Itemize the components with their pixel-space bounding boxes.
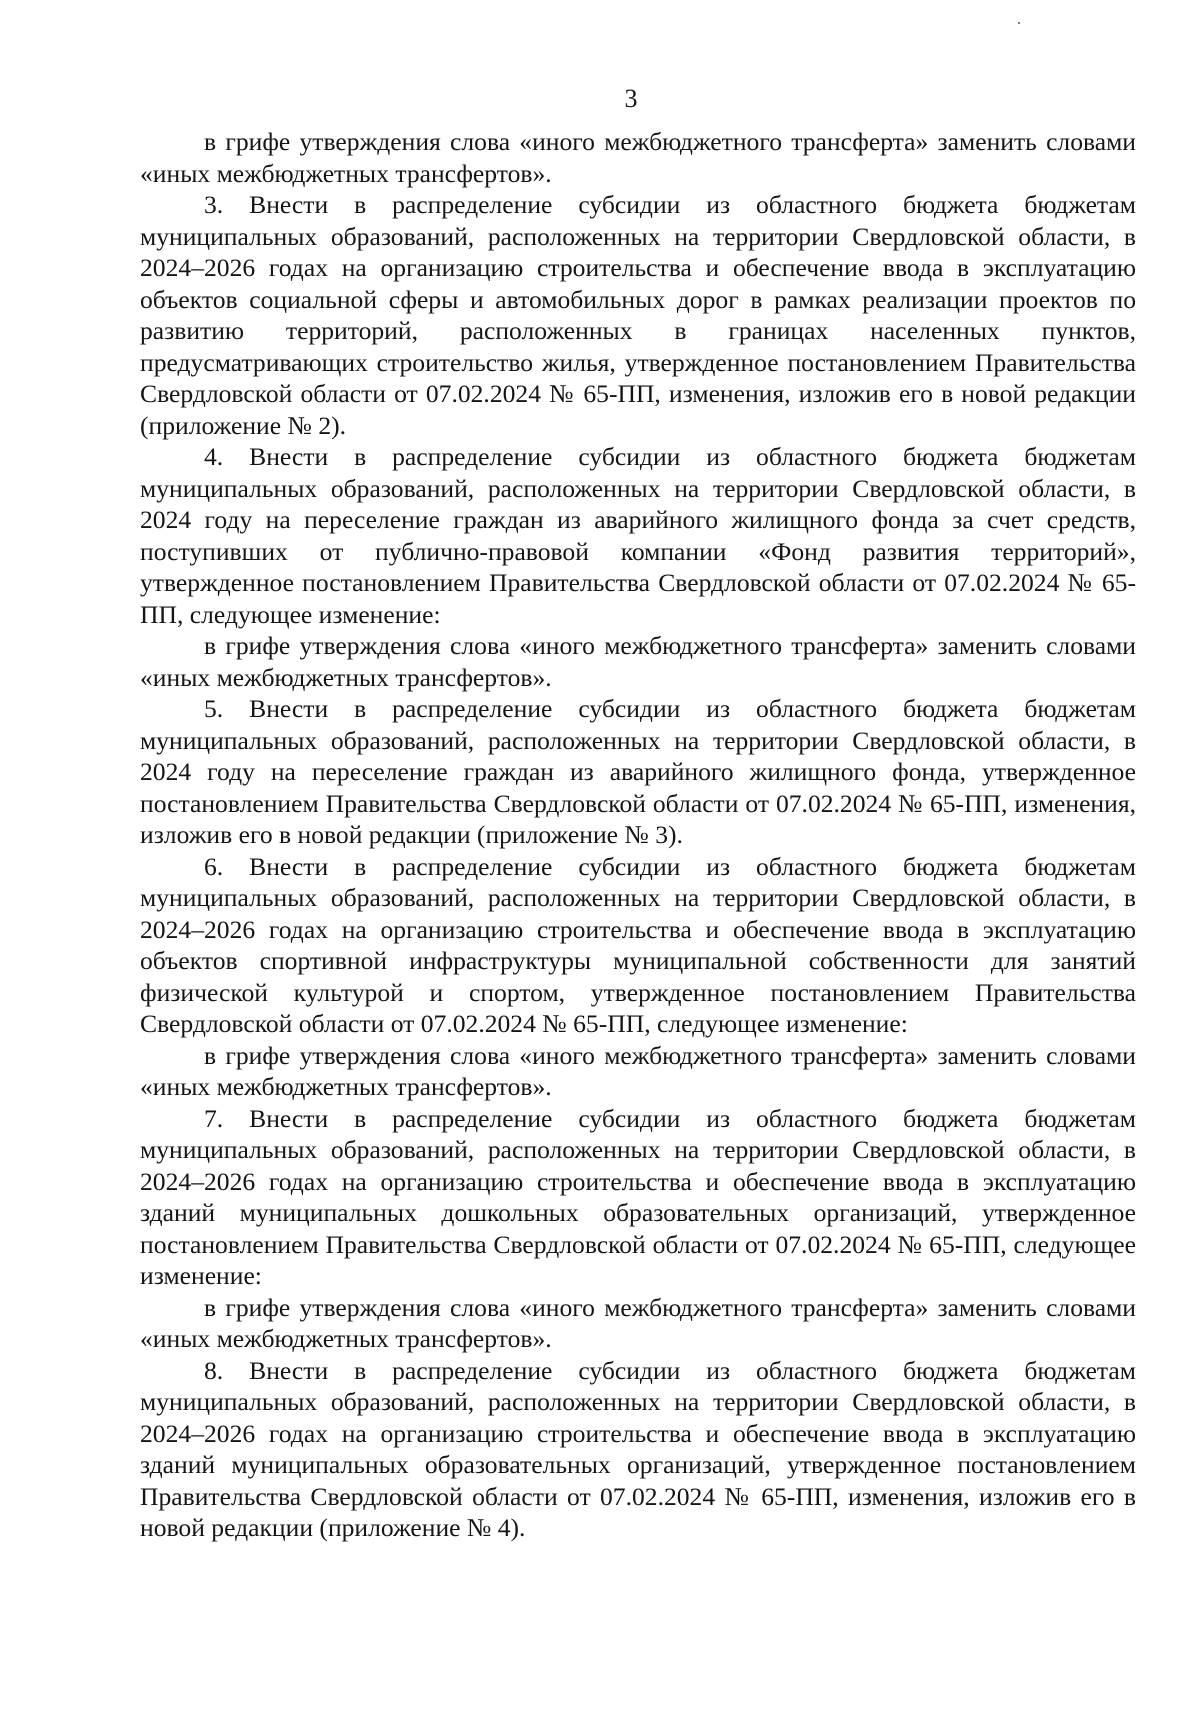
- paragraph-stamp-change-1: в грифе утверждения слова «иного межбюджетного трансферта» заменить словами «иных межбюджетных трансфертов».: [140, 127, 1136, 188]
- paragraph-item-4: 4. Внести в распределение субсидии из областного бюджета бюджетам муниципальных образований, расположенных на территории Свердловской области, в 2024 году на переселение граждан из аварийного жилищного фонда за счет средств, поступивших от публично-правовой компании «Фонд развития территорий», утвержденное постановлением Правительства Свердловской области от 07.02.2024 № 65-ПП, следующее изменение:: [140, 442, 1136, 629]
- paragraph-item-6: 6. Внести в распределение субсидии из областного бюджета бюджетам муниципальных образований, расположенных на территории Свердловской области, в 2024–2026 годах на организацию строительства и обеспечение ввода в эксплуатацию объектов спортивной инфраструктуры муниципальной собственности для занятий физической культурой и спортом, утвержденное постановлением Правительства Свердловской области от 07.02.2024 № 65-ПП, следующее изменение:: [140, 851, 1136, 1038]
- paragraph-item-3: 3. Внести в распределение субсидии из областного бюджета бюджетам муниципальных образований, расположенных на территории Свердловской области, в 2024–2026 годах на организацию строительства и обеспечение ввода в эксплуатацию объектов социальной сферы и автомобильных дорог в рамках реализации проектов по развитию территорий, расположенных в границах населенных пунктов, предусматривающих строительство жилья, утвержденное постановлением Правительства Свердловской области от 07.02.2024 № 65-ПП, изменения, изложив его в новой редакции (приложение № 2).: [140, 190, 1136, 440]
- scan-speck: [1018, 22, 1020, 24]
- document-body: [140, 126, 1136, 1544]
- page-number: 3: [624, 84, 638, 113]
- paragraph-stamp-change-2: в грифе утверждения слова «иного межбюджетного трансферта» заменить словами «иных межбюджетных трансфертов».: [140, 631, 1136, 692]
- paragraph-item-8: 8. Внести в распределение субсидии из областного бюджета бюджетам муниципальных образований, расположенных на территории Свердловской области, в 2024–2026 годах на организацию строительства и обеспечение ввода в эксплуатацию зданий муниципальных образовательных организаций, утвержденное постановлением Правительства Свердловской области от 07.02.2024 № 65-ПП, изменения, изложив его в новой редакции (приложение № 4).: [140, 1355, 1136, 1542]
- paragraph-stamp-change-4: в грифе утверждения слова «иного межбюджетного трансферта» заменить словами «иных межбюджетных трансфертов».: [140, 1292, 1136, 1353]
- paragraph-stamp-change-3: в грифе утверждения слова «иного межбюджетного трансферта» заменить словами «иных межбюджетных трансфертов».: [140, 1040, 1136, 1101]
- paragraph-item-5: 5. Внести в распределение субсидии из областного бюджета бюджетам муниципальных образований, расположенных на территории Свердловской области, в 2024 году на переселение граждан из аварийного жилищного фонда, утвержденное постановлением Правительства Свердловской области от 07.02.2024 № 65-ПП, изменения, изложив его в новой редакции (приложение № 3).: [140, 694, 1136, 849]
- paragraph-item-7: 7. Внести в распределение субсидии из областного бюджета бюджетам муниципальных образований, расположенных на территории Свердловской области, в 2024–2026 годах на организацию строительства и обеспечение ввода в эксплуатацию зданий муниципальных дошкольных образовательных организаций, утвержденное постановлением Правительства Свердловской области от 07.02.2024 № 65-ПП, следующее изменение:: [140, 1103, 1136, 1290]
